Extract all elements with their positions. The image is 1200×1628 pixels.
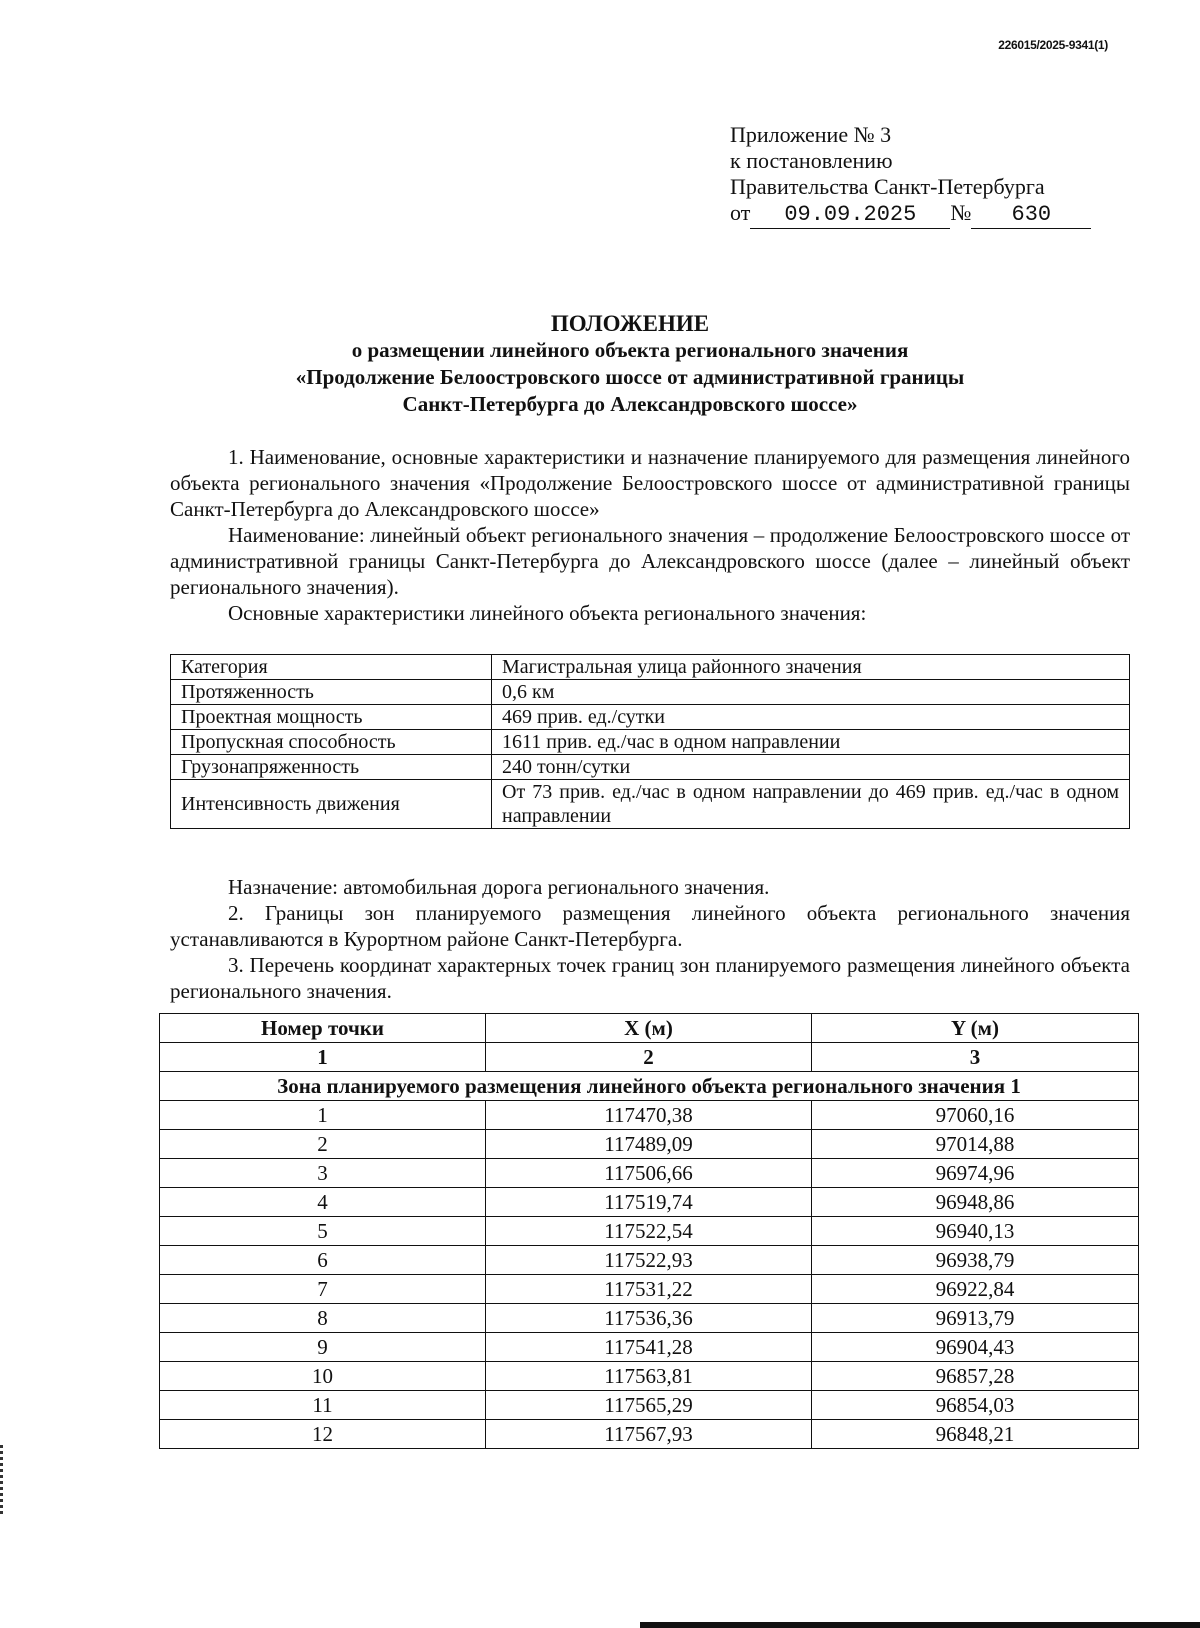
point-number-cell: 2 (160, 1130, 486, 1159)
section-1 (170, 444, 1130, 626)
characteristics-row (171, 655, 1130, 680)
characteristic-key: Проектная мощность (171, 705, 492, 730)
document-heading (170, 310, 1090, 418)
x-cell: 117522,54 (486, 1217, 812, 1246)
characteristics-row (171, 680, 1130, 705)
point-number-cell: 10 (160, 1362, 486, 1391)
characteristic-value: 240 тонн/сутки (492, 755, 1130, 780)
table-row (160, 1362, 1139, 1391)
header-point-number: Номер точки (160, 1014, 486, 1043)
heading-line-1: о размещении линейного объекта регионального значения (351, 338, 909, 362)
point-number-cell: 7 (160, 1275, 486, 1304)
characteristic-value: От 73 прив. ед./час в одном направлении до 469 прив. ед./час в одном направлении (492, 780, 1130, 829)
heading-line-3: Санкт-Петербурга до Александровского шоссе» (402, 392, 858, 416)
y-cell: 96948,86 (812, 1188, 1139, 1217)
point-number-cell: 4 (160, 1188, 486, 1217)
characteristic-value: Магистральная улица районного значения (492, 655, 1130, 680)
point-number-cell: 9 (160, 1333, 486, 1362)
header-y: Y (м) (812, 1014, 1139, 1043)
point-number-cell: 11 (160, 1391, 486, 1420)
column-number-1: 1 (160, 1043, 486, 1072)
point-number-cell: 6 (160, 1246, 486, 1275)
column-number-row (160, 1043, 1139, 1072)
y-cell: 97060,16 (812, 1101, 1139, 1130)
appendix-line-1: Приложение № 3 (730, 122, 892, 147)
y-cell: 96938,79 (812, 1246, 1139, 1275)
characteristics-row (171, 705, 1130, 730)
appendix-date-line (730, 200, 1091, 229)
coords-header-row (160, 1014, 1139, 1043)
point-number-cell: 5 (160, 1217, 486, 1246)
x-cell: 117519,74 (486, 1188, 812, 1217)
characteristic-key: Интенсивность движения (171, 780, 492, 829)
table-row (160, 1246, 1139, 1275)
point-number-cell: 1 (160, 1101, 486, 1130)
scan-bottom-bar (640, 1622, 1200, 1628)
x-cell: 117489,09 (486, 1130, 812, 1159)
characteristic-key: Категория (171, 655, 492, 680)
appendix-line-2: к постановлению (730, 148, 893, 173)
x-cell: 117522,93 (486, 1246, 812, 1275)
x-cell: 117567,93 (486, 1420, 812, 1449)
table-row (160, 1420, 1139, 1449)
table-row (160, 1275, 1139, 1304)
table-row (160, 1304, 1139, 1333)
characteristic-key: Протяженность (171, 680, 492, 705)
characteristics-row (171, 780, 1130, 829)
appendix-line-3: Правительства Санкт-Петербурга (730, 174, 1045, 199)
x-cell: 117565,29 (486, 1391, 812, 1420)
coordinates-table (159, 1013, 1139, 1449)
table-row (160, 1130, 1139, 1159)
x-cell: 117541,28 (486, 1333, 812, 1362)
section-2-3 (170, 874, 1130, 1004)
section-1-title-paragraph: 1. Наименование, основные характеристики и назначение планируемого для размещения линейного объекта регионального значения «Продолжение Белоостровского шоссе от административной границы Санкт-Петербурга до Александровского шоссе» (170, 445, 1130, 521)
document-registration-number: 226015/2025-9341(1) (998, 38, 1108, 52)
characteristic-key: Пропускная способность (171, 730, 492, 755)
characteristics-row (171, 730, 1130, 755)
y-cell: 96848,21 (812, 1420, 1139, 1449)
characteristics-table (170, 654, 1130, 829)
y-cell: 96913,79 (812, 1304, 1139, 1333)
x-cell: 117470,38 (486, 1101, 812, 1130)
characteristic-value: 469 прив. ед./сутки (492, 705, 1130, 730)
section-3-paragraph: 3. Перечень координат характерных точек границ зон планируемого размещения линейного объекта регионального значения. (170, 953, 1130, 1003)
table-row (160, 1159, 1139, 1188)
column-number-3: 3 (812, 1043, 1139, 1072)
y-cell: 96940,13 (812, 1217, 1139, 1246)
table-row (160, 1188, 1139, 1217)
decree-date: 09.09.2025 (750, 202, 950, 229)
table-row (160, 1391, 1139, 1420)
point-number-cell: 3 (160, 1159, 486, 1188)
zone-title-row (160, 1072, 1139, 1101)
scan-edge-mark (0, 1445, 3, 1515)
section-2-paragraph: 2. Границы зон планируемого размещения линейного объекта регионального значения устанавливаются в Курортном районе Санкт-Петербурга. (170, 901, 1130, 951)
y-cell: 96922,84 (812, 1275, 1139, 1304)
table-row (160, 1333, 1139, 1362)
y-cell: 96854,03 (812, 1391, 1139, 1420)
y-cell: 96904,43 (812, 1333, 1139, 1362)
x-cell: 117536,36 (486, 1304, 812, 1333)
appendix-block (730, 122, 1091, 229)
x-cell: 117531,22 (486, 1275, 812, 1304)
decree-number: 630 (971, 202, 1091, 229)
x-cell: 117506,66 (486, 1159, 812, 1188)
heading-line-2: «Продолжение Белоостровского шоссе от административной границы (295, 365, 965, 389)
page-title: ПОЛОЖЕНИЕ (550, 311, 710, 336)
number-prefix: № (950, 200, 972, 225)
point-number-cell: 8 (160, 1304, 486, 1333)
y-cell: 96974,96 (812, 1159, 1139, 1188)
table-row (160, 1217, 1139, 1246)
characteristics-intro: Основные характеристики линейного объекта регионального значения: (228, 601, 867, 625)
x-cell: 117563,81 (486, 1362, 812, 1391)
characteristics-row (171, 755, 1130, 780)
point-number-cell: 12 (160, 1420, 486, 1449)
table-row (160, 1101, 1139, 1130)
characteristic-value: 1611 прив. ед./час в одном направлении (492, 730, 1130, 755)
name-paragraph: Наименование: линейный объект регионального значения – продолжение Белоостровского шоссе от административной границы Санкт-Петербурга до Александровского шоссе (далее – линейный объект регионального значения). (170, 523, 1130, 599)
y-cell: 97014,88 (812, 1130, 1139, 1159)
date-prefix: от (730, 200, 751, 225)
y-cell: 96857,28 (812, 1362, 1139, 1391)
column-number-2: 2 (486, 1043, 812, 1072)
characteristic-key: Грузонапряженность (171, 755, 492, 780)
characteristic-value: 0,6 км (492, 680, 1130, 705)
header-x: X (м) (486, 1014, 812, 1043)
purpose-paragraph: Назначение: автомобильная дорога регионального значения. (228, 875, 770, 899)
zone-title: Зона планируемого размещения линейного объекта регионального значения 1 (160, 1072, 1139, 1101)
